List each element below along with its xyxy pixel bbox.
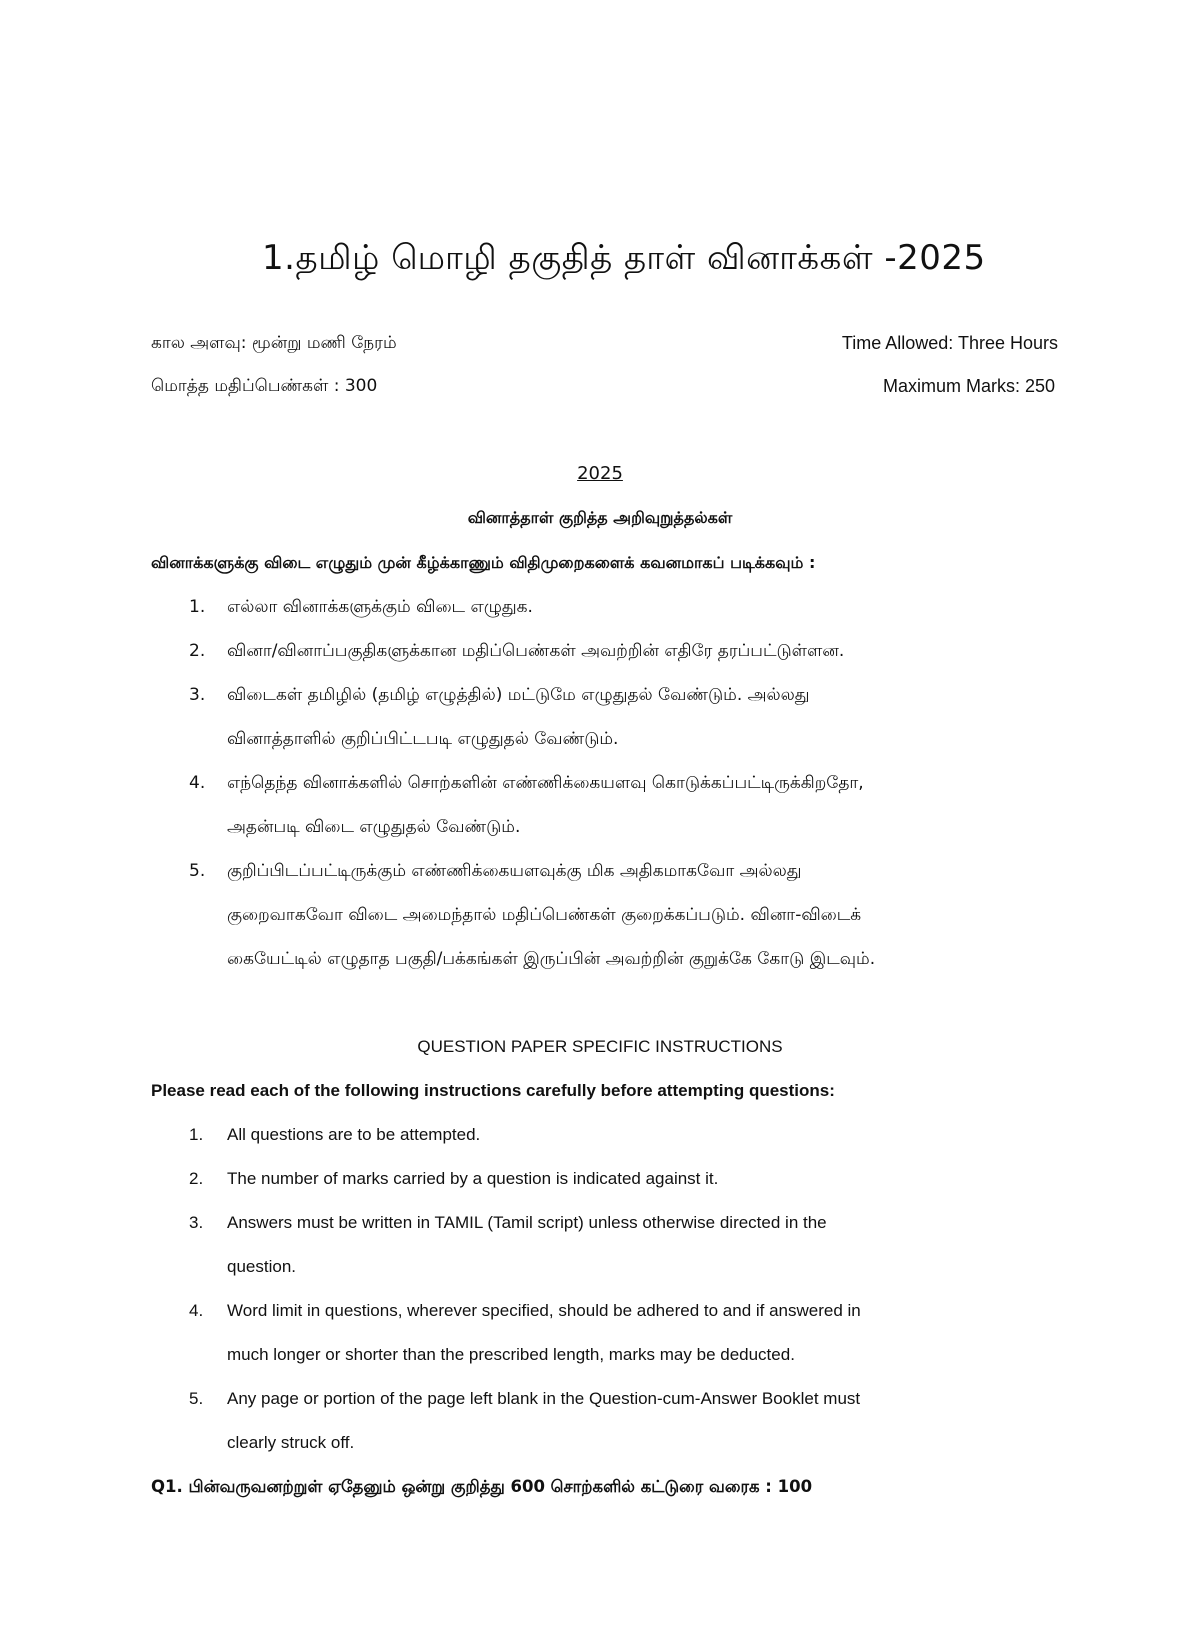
item-text: Word limit in questions, wherever specified, should be adhered to and if answered in [227,1301,861,1320]
item-text-continued: குறைவாகவோ விடை அமைந்தால் மதிப்பெண்கள் குறைக்கப்படும். வினா-விடைக் [227,905,862,925]
item-text-continued: clearly struck off. [227,1433,355,1452]
item-number: 5. [189,861,206,881]
item-number: 2. [189,641,206,661]
item-text: The number of marks carried by a question is indicated against it. [227,1169,719,1188]
total-marks-tamil: மொத்த மதிப்பெண்கள் : 300 [151,376,378,396]
item-number: 4. [189,773,206,793]
item-text-continued: கையேட்டில் எழுதாத பகுதி/பக்கங்கள் இருப்பின் அவற்றின் குறுக்கே கோடு இடவும். [227,949,876,969]
item-number: 3. [189,1213,204,1232]
item-text-continued: வினாத்தாளில் குறிப்பிட்டபடி எழுதுதல் வேண்டும். [227,729,619,749]
tamil-instructions-intro: வினாக்களுக்கு விடை எழுதும் முன் கீழ்க்காணும் விதிமுறைகளைக் கவனமாகப் படிக்கவும் : [151,553,816,572]
page-title: 1.தமிழ் மொழி தகுதித் தாள் வினாக்கள் -2025 [262,238,986,278]
item-text: வினா/வினாப்பகுதிகளுக்கான மதிப்பெண்கள் அவற்றின் எதிரே தரப்பட்டுள்ளன. [227,641,845,661]
time-allowed: Time Allowed: Three Hours [841,333,1058,353]
item-text: விடைகள் தமிழில் (தமிழ் எழுத்தில்) மட்டுமே எழுதுதல் வேண்டும். அல்லது [227,685,810,705]
tamil-instructions-heading: வினாத்தாள் குறித்த அறிவுறுத்தல்கள் [467,508,733,527]
item-number: 2. [189,1169,204,1188]
question-1: Q1. பின்வருவனற்றுள் ஏதேனும் ஒன்று குறித்து 600 சொற்களில் கட்டுரை வரைக : 100 [151,1477,813,1496]
english-instructions-intro: Please read each of the following instructions carefully before attempting questions: [151,1081,835,1100]
english-instructions-heading: QUESTION PAPER SPECIFIC INSTRUCTIONS [417,1037,783,1056]
item-text: எந்தெந்த வினாக்களில் சொற்களின் எண்ணிக்கையளவு கொடுக்கப்பட்டிருக்கிறதோ, [227,773,864,793]
item-number: 1. [189,1125,204,1144]
item-text: Any page or portion of the page left blank in the Question-cum-Answer Booklet must [227,1389,861,1408]
item-text-continued: much longer or shorter than the prescribed length, marks may be deducted. [227,1345,795,1364]
item-text: All questions are to be attempted. [227,1125,481,1144]
year-heading [0,463,1200,484]
item-number: 5. [189,1389,204,1408]
item-number: 1. [189,597,206,617]
item-number: 4. [189,1301,204,1320]
maximum-marks: Maximum Marks: 250 [882,376,1055,396]
item-text-continued: question. [227,1257,296,1276]
year-text: 2025 [577,463,623,484]
item-text: Answers must be written in TAMIL (Tamil script) unless otherwise directed in the [227,1213,827,1232]
duration-tamil: கால அளவு: மூன்று மணி நேரம் [151,333,397,353]
item-text-continued: அதன்படி விடை எழுதுதல் வேண்டும். [227,817,521,837]
item-text: எல்லா வினாக்களுக்கும் விடை எழுதுக. [227,597,533,617]
item-number: 3. [189,685,206,705]
item-text: குறிப்பிடப்பட்டிருக்கும் எண்ணிக்கையளவுக்கு மிக அதிகமாகவோ அல்லது [227,861,802,881]
